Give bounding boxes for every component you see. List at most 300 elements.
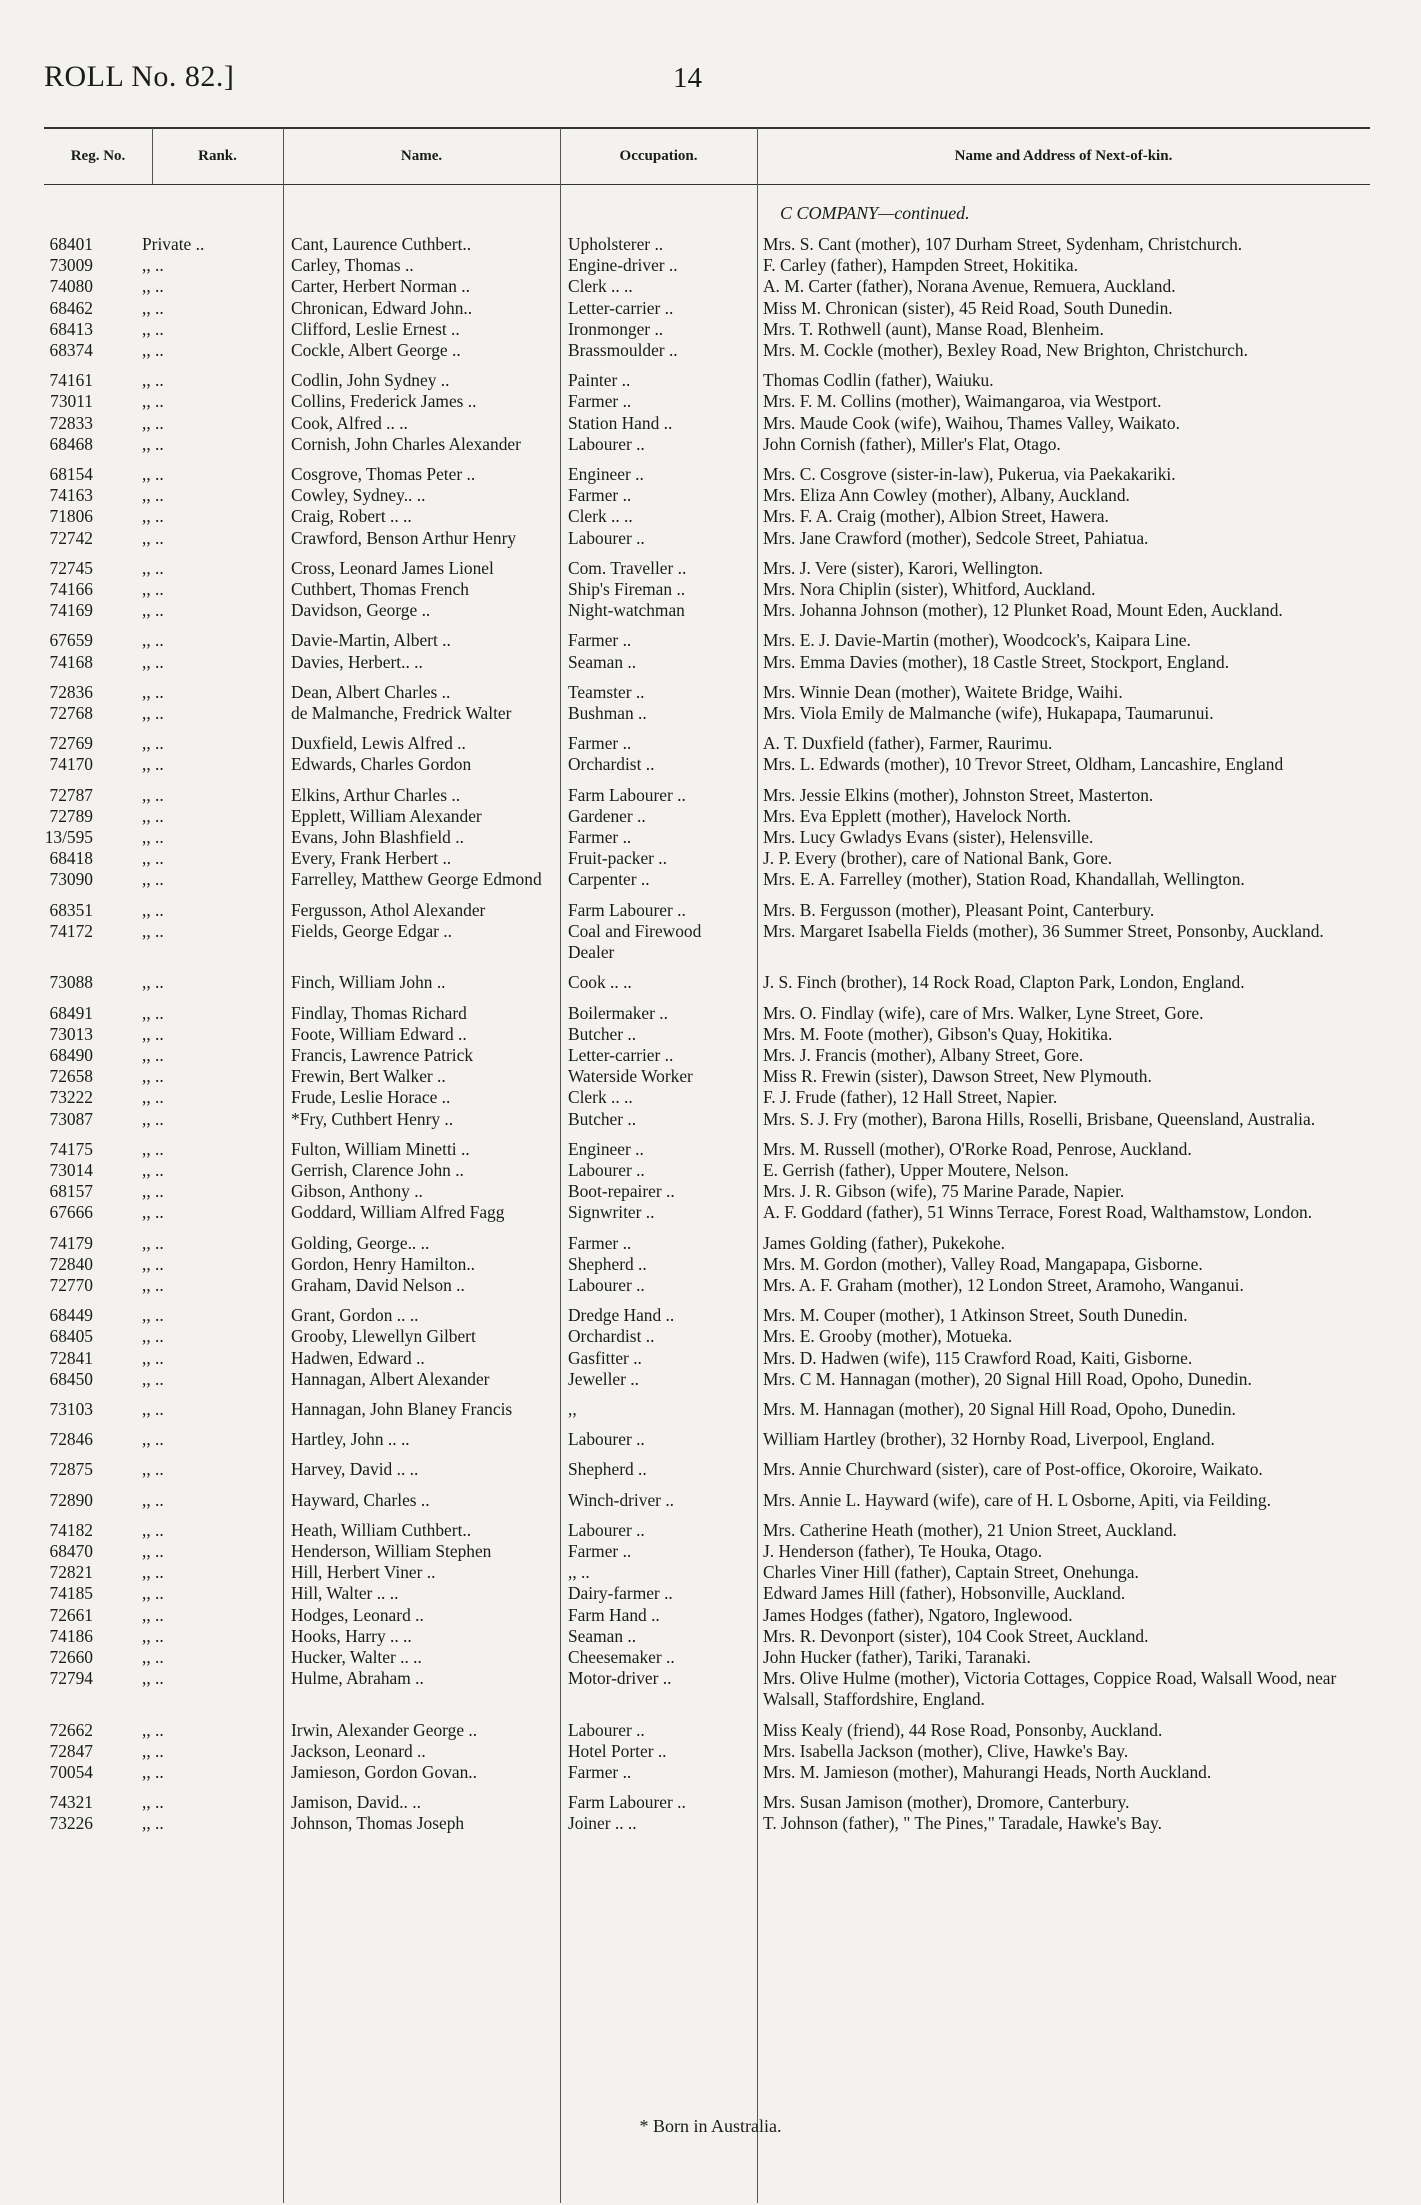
next-of-kin-cell: Mrs. D. Hadwen (wife), 115 Crawford Road, Kaiti, Gisborne. [763, 1347, 1193, 1368]
next-of-kin-cell: Mrs. Annie L. Hayward (wife), care of H. L Osborne, Apiti, via Feilding. [763, 1489, 1271, 1510]
soldier-name-cell: Farrelley, Matthew George Edmond [291, 869, 542, 890]
table-row [0, 464, 1421, 485]
reg-number-cell: 73087 [49, 1108, 93, 1129]
occupation-cell: Ironmonger .. [568, 318, 664, 339]
occupation-cell: Brassmoulder .. [568, 340, 678, 361]
rank-cell: ,, .. [142, 703, 164, 724]
soldier-name-cell: Davie-Martin, Albert .. [291, 630, 451, 651]
occupation-cell: Gasfitter .. [568, 1347, 642, 1368]
soldier-name-cell: Fergusson, Athol Alexander [291, 899, 486, 920]
soldier-name-cell: Hannagan, John Blaney Francis [291, 1398, 513, 1419]
table-row [0, 921, 1421, 963]
rank-cell: ,, .. [142, 1305, 164, 1326]
occupation-cell: Coal and Firewood Dealer [568, 920, 702, 963]
table-row [0, 682, 1421, 703]
occupation-cell: Farm Labourer .. [568, 1792, 686, 1813]
reg-number-cell: 72768 [49, 703, 93, 724]
occupation-cell: Com. Traveller .. [568, 557, 687, 578]
rank-cell: ,, .. [142, 920, 164, 941]
next-of-kin-cell: Mrs. Margaret Isabella Fields (mother), 36 Summer Street, Ponsonby, Auckland. [763, 920, 1324, 941]
reg-number-cell: 72658 [49, 1066, 93, 1087]
soldier-name-cell: Grant, Gordon .. .. [291, 1305, 419, 1326]
occupation-cell: Cheesemaker .. [568, 1646, 675, 1667]
occupation-cell: Labourer .. [568, 1429, 645, 1450]
table-row [0, 1583, 1421, 1604]
table-row [0, 1160, 1421, 1181]
table-row [0, 528, 1421, 549]
occupation-cell: Orchardist .. [568, 1326, 655, 1347]
next-of-kin-cell: A. T. Duxfield (father), Farmer, Raurimu. [763, 733, 1053, 754]
soldier-name-cell: Craig, Robert .. .. [291, 506, 412, 527]
occupation-cell: Orchardist .. [568, 754, 655, 775]
next-of-kin-cell: Mrs. B. Fergusson (mother), Pleasant Point, Canterbury. [763, 899, 1155, 920]
reg-number-cell: 72770 [49, 1274, 93, 1295]
table-row [0, 1181, 1421, 1202]
occupation-cell: Boot-repairer .. [568, 1181, 675, 1202]
reg-number-cell: 73222 [49, 1087, 93, 1108]
soldier-name-cell: Cowley, Sydney.. .. [291, 485, 426, 506]
reg-number-cell: 72789 [49, 805, 93, 826]
reg-number-cell: 72787 [49, 784, 93, 805]
rank-cell: ,, .. [142, 412, 164, 433]
reg-number-cell: 72841 [49, 1347, 93, 1368]
rank-cell: ,, .. [142, 1740, 164, 1761]
reg-number-cell: 73013 [49, 1023, 93, 1044]
next-of-kin-cell: Mrs. J. R. Gibson (wife), 75 Marine Parade, Napier. [763, 1181, 1125, 1202]
table-row [0, 340, 1421, 361]
reg-number-cell: 74175 [49, 1138, 93, 1159]
rank-cell: ,, .. [142, 1625, 164, 1646]
table-row [0, 1813, 1421, 1834]
occupation-cell: Shepherd .. [568, 1459, 647, 1480]
rank-cell: ,, .. [142, 1138, 164, 1159]
soldier-name-cell: Hooks, Harry .. .. [291, 1625, 412, 1646]
soldier-name-cell: Grooby, Llewellyn Gilbert [291, 1326, 476, 1347]
table-row [0, 827, 1421, 848]
soldier-name-cell: Golding, George.. .. [291, 1232, 430, 1253]
table-row [0, 413, 1421, 434]
reg-number-cell: 68462 [49, 297, 93, 318]
soldier-name-cell: Edwards, Charles Gordon [291, 754, 472, 775]
rank-cell: ,, .. [142, 370, 164, 391]
rank-cell: ,, .. [142, 391, 164, 412]
column-header-next-of-kin: Name and Address of Next-of-kin. [954, 148, 1173, 164]
reg-number-cell: 68470 [49, 1540, 93, 1561]
table-row [0, 298, 1421, 319]
rank-cell: ,, .. [142, 1002, 164, 1023]
next-of-kin-cell: Mrs. M. Cockle (mother), Bexley Road, New Brighton, Christchurch. [763, 340, 1248, 361]
soldier-name-cell: Hayward, Charles .. [291, 1489, 430, 1510]
column-header-name: Name. [400, 148, 443, 164]
reg-number-cell: 74161 [49, 370, 93, 391]
next-of-kin-cell: Mrs. M. Couper (mother), 1 Atkinson Street, South Dunedin. [763, 1305, 1188, 1326]
soldier-name-cell: Davidson, George .. [291, 600, 431, 621]
rank-cell: ,, .. [142, 1813, 164, 1834]
rank-cell: ,, .. [142, 869, 164, 890]
reg-number-cell: 73009 [49, 255, 93, 276]
rank-cell: ,, .. [142, 485, 164, 506]
table-row [0, 276, 1421, 297]
occupation-cell: Fruit-packer .. [568, 848, 667, 869]
next-of-kin-cell: Mrs. Jessie Elkins (mother), Johnston Street, Masterton. [763, 784, 1154, 805]
rank-cell: ,, .. [142, 1459, 164, 1480]
soldier-name-cell: Jackson, Leonard .. [291, 1740, 426, 1761]
table-row [0, 1459, 1421, 1480]
occupation-cell: Farmer .. [568, 1762, 632, 1782]
soldier-name-cell: Hucker, Walter .. .. [291, 1646, 422, 1667]
occupation-cell: Labourer .. [568, 1519, 645, 1540]
reg-number-cell: 72875 [49, 1459, 93, 1480]
occupation-cell: Joiner .. .. [568, 1813, 637, 1834]
soldier-name-cell: Finch, William John .. [291, 972, 446, 993]
reg-number-cell: 72836 [49, 681, 93, 702]
occupation-cell: Seaman .. [568, 1625, 637, 1646]
soldier-name-cell: Cross, Leonard James Lionel [291, 557, 494, 578]
soldier-name-cell: Frude, Leslie Horace .. [291, 1087, 451, 1108]
rank-cell: ,, .. [142, 1668, 164, 1689]
reg-number-cell: 74169 [49, 600, 93, 621]
table-row [0, 630, 1421, 651]
occupation-cell: Cook .. .. [568, 972, 632, 993]
reg-number-cell: 74166 [49, 579, 93, 600]
next-of-kin-cell: J. P. Every (brother), care of National Bank, Gore. [763, 848, 1113, 869]
next-of-kin-cell: A. F. Goddard (father), 51 Winns Terrace, Forest Road, Walthamstow, London. [763, 1202, 1313, 1223]
soldier-name-cell: Cornish, John Charles Alexander [291, 433, 521, 454]
table-row [0, 319, 1421, 340]
reg-number-cell: 68413 [49, 318, 93, 339]
next-of-kin-cell: Thomas Codlin (father), Waiuku. [763, 370, 994, 391]
table-row [0, 370, 1421, 391]
page-number: 14 [673, 62, 702, 94]
rank-cell: ,, .. [142, 340, 164, 361]
next-of-kin-cell: Mrs. F. A. Craig (mother), Albion Street, Hawera. [763, 506, 1109, 527]
soldier-name-cell: Elkins, Arthur Charles .. [291, 784, 461, 805]
occupation-cell: Teamster .. [568, 681, 645, 702]
next-of-kin-cell: Mrs. Olive Hulme (mother), Victoria Cottages, Coppice Road, Walsall Wood, near Walsall, Staffordshire, England. [763, 1668, 1337, 1710]
soldier-name-cell: Henderson, William Stephen [291, 1540, 492, 1561]
next-of-kin-cell: F. J. Frude (father), 12 Hall Street, Napier. [763, 1087, 1058, 1108]
soldier-name-cell: Cook, Alfred .. .. [291, 412, 408, 433]
table-row [0, 579, 1421, 600]
column-header-occupation: Occupation. [619, 148, 698, 164]
rank-cell: ,, .. [142, 464, 164, 485]
table-row [0, 1520, 1421, 1541]
next-of-kin-cell: James Hodges (father), Ngatoro, Inglewood. [763, 1604, 1073, 1625]
reg-number-cell: 73103 [49, 1398, 93, 1419]
next-of-kin-cell: Mrs. Susan Jamison (mother), Dromore, Canterbury. [763, 1792, 1130, 1813]
reg-number-cell: 68491 [49, 1002, 93, 1023]
occupation-cell: Farmer .. [568, 733, 632, 754]
occupation-cell: Farmer .. [568, 485, 632, 506]
rank-cell: ,, .. [142, 1274, 164, 1295]
reg-number-cell: 72890 [49, 1489, 93, 1510]
soldier-name-cell: Hulme, Abraham .. [291, 1668, 424, 1689]
next-of-kin-cell: Mrs. C M. Hannagan (mother), 20 Signal Hill Road, Opoho, Dunedin. [763, 1368, 1252, 1389]
reg-number-cell: 74182 [49, 1519, 93, 1540]
occupation-cell: Butcher .. [568, 1108, 637, 1129]
reg-number-cell: 68157 [49, 1181, 93, 1202]
rank-cell: ,, .. [142, 1719, 164, 1740]
table-row [0, 1233, 1421, 1254]
table-row [0, 1024, 1421, 1045]
occupation-cell: Farmer .. [568, 827, 632, 848]
soldier-name-cell: Foote, William Edward .. [291, 1023, 467, 1044]
next-of-kin-cell: Miss Kealy (friend), 44 Rose Road, Ponsonby, Auckland. [763, 1719, 1163, 1740]
rank-cell: ,, .. [142, 1044, 164, 1065]
occupation-cell: Waterside Worker [568, 1066, 693, 1087]
rank-cell: ,, .. [142, 1253, 164, 1274]
occupation-cell: Carpenter .. [568, 869, 650, 890]
rank-cell: ,, .. [142, 579, 164, 600]
occupation-cell: Farmer .. [568, 1232, 632, 1253]
reg-number-cell: 68449 [49, 1305, 93, 1326]
next-of-kin-cell: F. Carley (father), Hampden Street, Hokitika. [763, 255, 1078, 276]
occupation-cell: Clerk .. .. [568, 506, 633, 527]
soldier-name-cell: Cant, Laurence Cuthbert.. [291, 234, 472, 254]
occupation-cell: Gardener .. [568, 805, 646, 826]
occupation-cell: Winch-driver .. [568, 1489, 675, 1510]
table-row [0, 1562, 1421, 1583]
soldier-name-cell: Every, Frank Herbert .. [291, 848, 452, 869]
table-row [0, 754, 1421, 775]
next-of-kin-cell: Mrs. E. Grooby (mother), Motueka. [763, 1326, 1013, 1347]
occupation-cell: Engineer .. [568, 1138, 644, 1159]
soldier-name-cell: Cosgrove, Thomas Peter .. [291, 464, 476, 485]
soldier-name-cell: Chronican, Edward John.. [291, 297, 473, 318]
table-row [0, 506, 1421, 527]
occupation-cell: Labourer .. [568, 1274, 645, 1295]
rank-cell: ,, .. [142, 1562, 164, 1583]
rank-cell: ,, .. [142, 1604, 164, 1625]
rank-cell: ,, .. [142, 433, 164, 454]
table-row [0, 869, 1421, 890]
table-row [0, 255, 1421, 276]
soldier-name-cell: Findlay, Thomas Richard [291, 1002, 467, 1023]
soldier-name-cell: Davies, Herbert.. .. [291, 651, 423, 672]
next-of-kin-cell: Mrs. Nora Chiplin (sister), Whitford, Auckland. [763, 579, 1096, 600]
table-row [0, 1139, 1421, 1160]
table-row [0, 600, 1421, 621]
reg-number-cell: 74321 [49, 1792, 93, 1813]
rank-cell: ,, .. [142, 276, 164, 297]
table-row [0, 1541, 1421, 1562]
company-subheading: C COMPANY—continued. [780, 203, 970, 223]
table-row [0, 1605, 1421, 1626]
soldier-name-cell: Heath, William Cuthbert.. [291, 1519, 472, 1540]
table-row [0, 1626, 1421, 1647]
occupation-cell: Shepherd .. [568, 1253, 647, 1274]
soldier-name-cell: de Malmanche, Fredrick Walter [291, 703, 512, 724]
soldier-name-cell: Clifford, Leslie Ernest .. [291, 318, 460, 339]
rank-cell: ,, .. [142, 1583, 164, 1604]
soldier-name-cell: Cuthbert, Thomas French [291, 579, 469, 600]
next-of-kin-cell: Mrs. S. Cant (mother), 107 Durham Street, Sydenham, Christchurch. [763, 234, 1243, 254]
occupation-cell: Farmer .. [568, 391, 632, 412]
occupation-cell: Clerk .. .. [568, 276, 633, 297]
next-of-kin-cell: John Cornish (father), Miller's Flat, Otago. [763, 433, 1061, 454]
reg-number-cell: 73011 [50, 391, 93, 412]
soldier-name-cell: Harvey, David .. .. [291, 1459, 419, 1480]
next-of-kin-cell: Mrs. Jane Crawford (mother), Sedcole Street, Pahiatua. [763, 527, 1149, 548]
rank-cell: ,, .. [142, 1519, 164, 1540]
rank-cell: ,, .. [142, 506, 164, 527]
rank-cell: ,, .. [142, 1159, 164, 1180]
soldier-name-cell: Epplett, William Alexander [291, 805, 482, 826]
next-of-kin-cell: Mrs. M. Gordon (mother), Valley Road, Mangapapa, Gisborne. [763, 1253, 1203, 1274]
rank-cell: ,, .. [142, 805, 164, 826]
next-of-kin-cell: J. S. Finch (brother), 14 Rock Road, Clapton Park, London, England. [763, 972, 1245, 993]
reg-number-cell: 68405 [49, 1326, 93, 1347]
reg-number-cell: 73090 [49, 869, 93, 890]
soldier-name-cell: Duxfield, Lewis Alfred .. [291, 733, 466, 754]
footnote: * Born in Australia. [639, 2116, 782, 2136]
rank-cell: ,, .. [142, 1087, 164, 1108]
rank-cell: ,, .. [142, 1181, 164, 1202]
soldier-name-cell: Cockle, Albert George .. [291, 340, 461, 361]
reg-number-cell: 73014 [49, 1159, 93, 1180]
next-of-kin-cell: Mrs. Johanna Johnson (mother), 12 Plunket Road, Mount Eden, Auckland. [763, 600, 1283, 621]
column-header-reg: Reg. No. [70, 148, 126, 164]
rank-cell: ,, .. [142, 827, 164, 848]
table-row [0, 1668, 1421, 1710]
occupation-cell: ,, .. [568, 1562, 590, 1583]
reg-number-cell: 72840 [49, 1253, 93, 1274]
next-of-kin-cell: Mrs. E. A. Farrelley (mother), Station Road, Khandallah, Wellington. [763, 869, 1245, 890]
next-of-kin-cell: T. Johnson (father), " The Pines," Taradale, Hawke's Bay. [763, 1813, 1162, 1834]
rank-cell: ,, .. [142, 1792, 164, 1813]
soldier-name-cell: Fulton, William Minetti .. [291, 1138, 470, 1159]
occupation-cell: Dairy-farmer .. [568, 1583, 673, 1604]
next-of-kin-cell: Mrs. C. Cosgrove (sister-in-law), Pukerua, via Paekakariki. [763, 464, 1176, 485]
reg-number-cell: 72745 [49, 557, 93, 578]
reg-number-cell: 67666 [49, 1202, 93, 1223]
table-row [0, 1305, 1421, 1326]
reg-number-cell: 74172 [49, 920, 93, 941]
rank-cell: ,, .. [142, 1646, 164, 1667]
next-of-kin-cell: Mrs. T. Rothwell (aunt), Manse Road, Blenheim. [763, 318, 1104, 339]
next-of-kin-cell: Mrs. M. Jamieson (mother), Mahurangi Heads, North Auckland. [763, 1762, 1212, 1782]
soldier-name-cell: Carley, Thomas .. [291, 255, 414, 276]
occupation-cell: Hotel Porter .. [568, 1740, 667, 1761]
occupation-cell: Bushman .. [568, 703, 647, 724]
table-row [0, 900, 1421, 921]
reg-number-cell: 72660 [49, 1646, 93, 1667]
occupation-cell: Engineer .. [568, 464, 644, 485]
occupation-cell: Letter-carrier .. [568, 1044, 674, 1065]
next-of-kin-cell: Mrs. Eliza Ann Cowley (mother), Albany, Auckland. [763, 485, 1130, 506]
occupation-cell: Labourer .. [568, 1719, 645, 1740]
reg-number-cell: 74168 [49, 651, 93, 672]
reg-number-cell: 72847 [49, 1740, 93, 1761]
rank-cell: ,, .. [142, 651, 164, 672]
rank-cell: ,, .. [142, 1202, 164, 1223]
rank-cell: ,, .. [142, 1023, 164, 1044]
soldier-name-cell: Frewin, Bert Walker .. [291, 1066, 446, 1087]
table-row [0, 848, 1421, 869]
rank-cell: ,, .. [142, 972, 164, 993]
next-of-kin-cell: Mrs. Isabella Jackson (mother), Clive, Hawke's Bay. [763, 1740, 1129, 1761]
roll-number: ROLL No. 82.] [44, 60, 235, 93]
occupation-cell: Painter .. [568, 370, 631, 391]
next-of-kin-cell: Mrs. Winnie Dean (mother), Waitete Bridge, Waihi. [763, 681, 1123, 702]
reg-number-cell: 67659 [49, 630, 93, 651]
reg-number-cell: 74080 [49, 276, 93, 297]
soldier-name-cell: Crawford, Benson Arthur Henry [291, 527, 517, 548]
occupation-cell: Motor-driver .. [568, 1668, 672, 1689]
rank-cell: ,, .. [142, 318, 164, 339]
next-of-kin-cell: Mrs. R. Devonport (sister), 104 Cook Street, Auckland. [763, 1625, 1149, 1646]
next-of-kin-cell: A. M. Carter (father), Norana Avenue, Remuera, Auckland. [763, 276, 1176, 297]
occupation-cell: Farm Labourer .. [568, 899, 686, 920]
soldier-name-cell: Hodges, Leonard .. [291, 1604, 424, 1625]
rank-cell: ,, .. [142, 848, 164, 869]
next-of-kin-cell: Mrs. M. Russell (mother), O'Rorke Road, Penrose, Auckland. [763, 1138, 1192, 1159]
reg-number-cell: 68374 [49, 340, 93, 361]
table-row [0, 652, 1421, 673]
occupation-cell: Labourer .. [568, 1159, 645, 1180]
table-row [0, 1348, 1421, 1369]
reg-number-cell: 74163 [49, 485, 93, 506]
reg-number-cell: 68418 [49, 848, 93, 869]
reg-number-cell: 68154 [49, 464, 93, 485]
rank-cell: ,, .. [142, 527, 164, 548]
next-of-kin-cell: Mrs. S. J. Fry (mother), Barona Hills, Roselli, Brisbane, Queensland, Australia. [763, 1108, 1316, 1129]
occupation-cell: Engine-driver .. [568, 255, 678, 276]
next-of-kin-cell: Mrs. Annie Churchward (sister), care of Post-office, Okoroire, Waikato. [763, 1459, 1263, 1480]
next-of-kin-cell: Mrs. O. Findlay (wife), care of Mrs. Walker, Lyne Street, Gore. [763, 1002, 1204, 1023]
occupation-cell: Station Hand .. [568, 412, 673, 433]
occupation-cell: Letter-carrier .. [568, 297, 674, 318]
reg-number-cell: 72846 [49, 1429, 93, 1450]
table-row [0, 806, 1421, 827]
rank-cell: ,, .. [142, 1347, 164, 1368]
occupation-cell: Signwriter .. [568, 1202, 655, 1223]
next-of-kin-cell: Mrs. E. J. Davie-Martin (mother), Woodcock's, Kaipara Line. [763, 630, 1191, 651]
rank-cell: ,, .. [142, 1429, 164, 1450]
occupation-cell: Butcher .. [568, 1023, 637, 1044]
soldier-name-cell: Gibson, Anthony .. [291, 1181, 423, 1202]
occupation-cell: Dredge Hand .. [568, 1305, 675, 1326]
rank-cell: ,, .. [142, 1540, 164, 1561]
reg-number-cell: 74186 [49, 1625, 93, 1646]
next-of-kin-cell: Miss M. Chronican (sister), 45 Reid Road, South Dunedin. [763, 297, 1173, 318]
rank-cell: ,, .. [142, 733, 164, 754]
occupation-cell: Seaman .. [568, 651, 637, 672]
rank-cell: ,, .. [142, 255, 164, 276]
reg-number-cell: 70054 [49, 1762, 93, 1782]
occupation-cell: Farmer .. [568, 630, 632, 651]
table-row [0, 1720, 1421, 1741]
table-row [0, 1399, 1421, 1420]
reg-number-cell: 71806 [49, 506, 93, 527]
reg-number-cell: 74179 [49, 1232, 93, 1253]
soldier-name-cell: Collins, Frederick James .. [291, 391, 477, 412]
next-of-kin-cell: William Hartley (brother), 32 Hornby Road, Liverpool, England. [763, 1429, 1215, 1450]
column-header-rank: Rank. [198, 148, 237, 164]
table-row [0, 1490, 1421, 1511]
table-row [0, 1429, 1421, 1450]
table-row [0, 733, 1421, 754]
table-row [0, 558, 1421, 579]
next-of-kin-cell: Mrs. Eva Epplett (mother), Havelock North. [763, 805, 1072, 826]
soldier-name-cell: Evans, John Blashfield .. [291, 827, 464, 848]
occupation-cell: Upholsterer .. [568, 234, 664, 254]
table-row [0, 972, 1421, 993]
rank-cell: ,, .. [142, 1489, 164, 1510]
table-row [0, 1275, 1421, 1296]
reg-number-cell: 68490 [49, 1044, 93, 1065]
table-row [0, 1792, 1421, 1813]
